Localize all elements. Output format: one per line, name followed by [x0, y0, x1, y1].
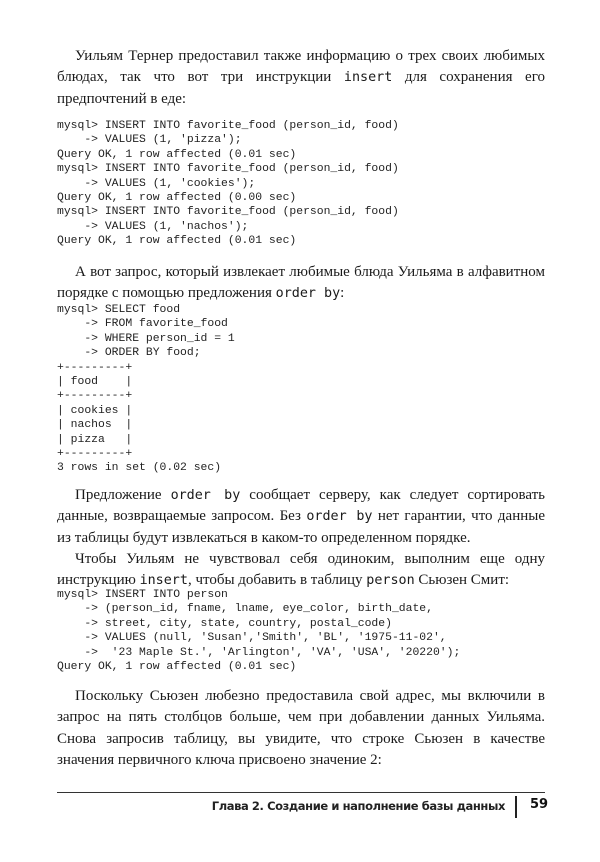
paragraph-intro-inserts: Уильям Тернер предоставил также информацию о трех своих любимых блюдах, так что вот три инструкции insert для сохранения его предпочтений в еде:	[57, 48, 545, 107]
footer-separator	[515, 796, 517, 818]
inline-code-order-by: order by	[170, 488, 241, 503]
inline-code-insert: insert	[139, 573, 188, 589]
inline-code-order-by: order by	[275, 286, 341, 302]
paragraph-select-intro: А вот запрос, который извлекает любимые блюда Уильяма в алфавитном порядке с помощью предложения order by:	[57, 264, 545, 302]
code-block-select: mysql> SELECT food -> FROM favorite_food -> WHERE person_id = 1 -> ORDER BY food; +---------+ | food | +---------+ | cookies | | nachos | | pizza | +---------+ 3 rows in set (0.02 sec)	[57, 304, 235, 475]
paragraph-susan-address: Поскольку Сьюзен любезно предоставила свой адрес, мы включили в запрос на пять столбцов больше, чем при добавлении данных Уильяма. Снова запросив таблицу, вы увидите, что строке Сьюзен в качестве значения первичного ключа присвоено значение 2:	[57, 688, 545, 768]
inline-code-order-by: order by	[306, 509, 373, 525]
paragraph-order-by-explanation: Предложение order by сообщает серверу, как следует сортировать данные, возвращаемые запросом. Без order by нет гарантии, что данные из таблицы будут извлекаться в каком-то определенном порядке.	[57, 487, 546, 546]
page-number: 59	[530, 797, 549, 812]
code-block-insert-person: mysql> INSERT INTO person -> (person_id, fname, lname, eye_color, birth_date, -> street, city, state, country, postal_code) -> VALUES (null, 'Susan','Smith', 'BL', '1975-11-02', -> '23 Maple St.', 'Arlington', 'VA', 'USA', '20220'); Query OK, 1 row affected (0.01 sec)	[57, 589, 461, 674]
inline-code-person: person	[366, 573, 415, 589]
code-block-inserts: mysql> INSERT INTO favorite_food (person_id, food) -> VALUES (1, 'pizza'); Query OK, 1 row affected (0.01 sec) mysql> INSERT INTO favorite_food (person_id, food) -> VALUES (1, 'cookies'); Query OK, 1 row affected (0.00 sec) mysql> INSERT INTO favorite_food (person_id, food) -> VALUES (1, 'nachos'); Query OK, 1 row affected (0.01 sec)	[57, 120, 399, 248]
paragraph-insert-susan-intro: Чтобы Уильям не чувствовал себя одиноким, выполним еще одну инструкцию insert, чтобы добавить в таблицу person Сьюзен Смит:	[57, 551, 545, 589]
footer-rule	[57, 792, 545, 793]
chapter-title: Глава 2. Создание и наполнение базы данных	[211, 799, 505, 813]
inline-code-insert: insert	[343, 70, 393, 86]
